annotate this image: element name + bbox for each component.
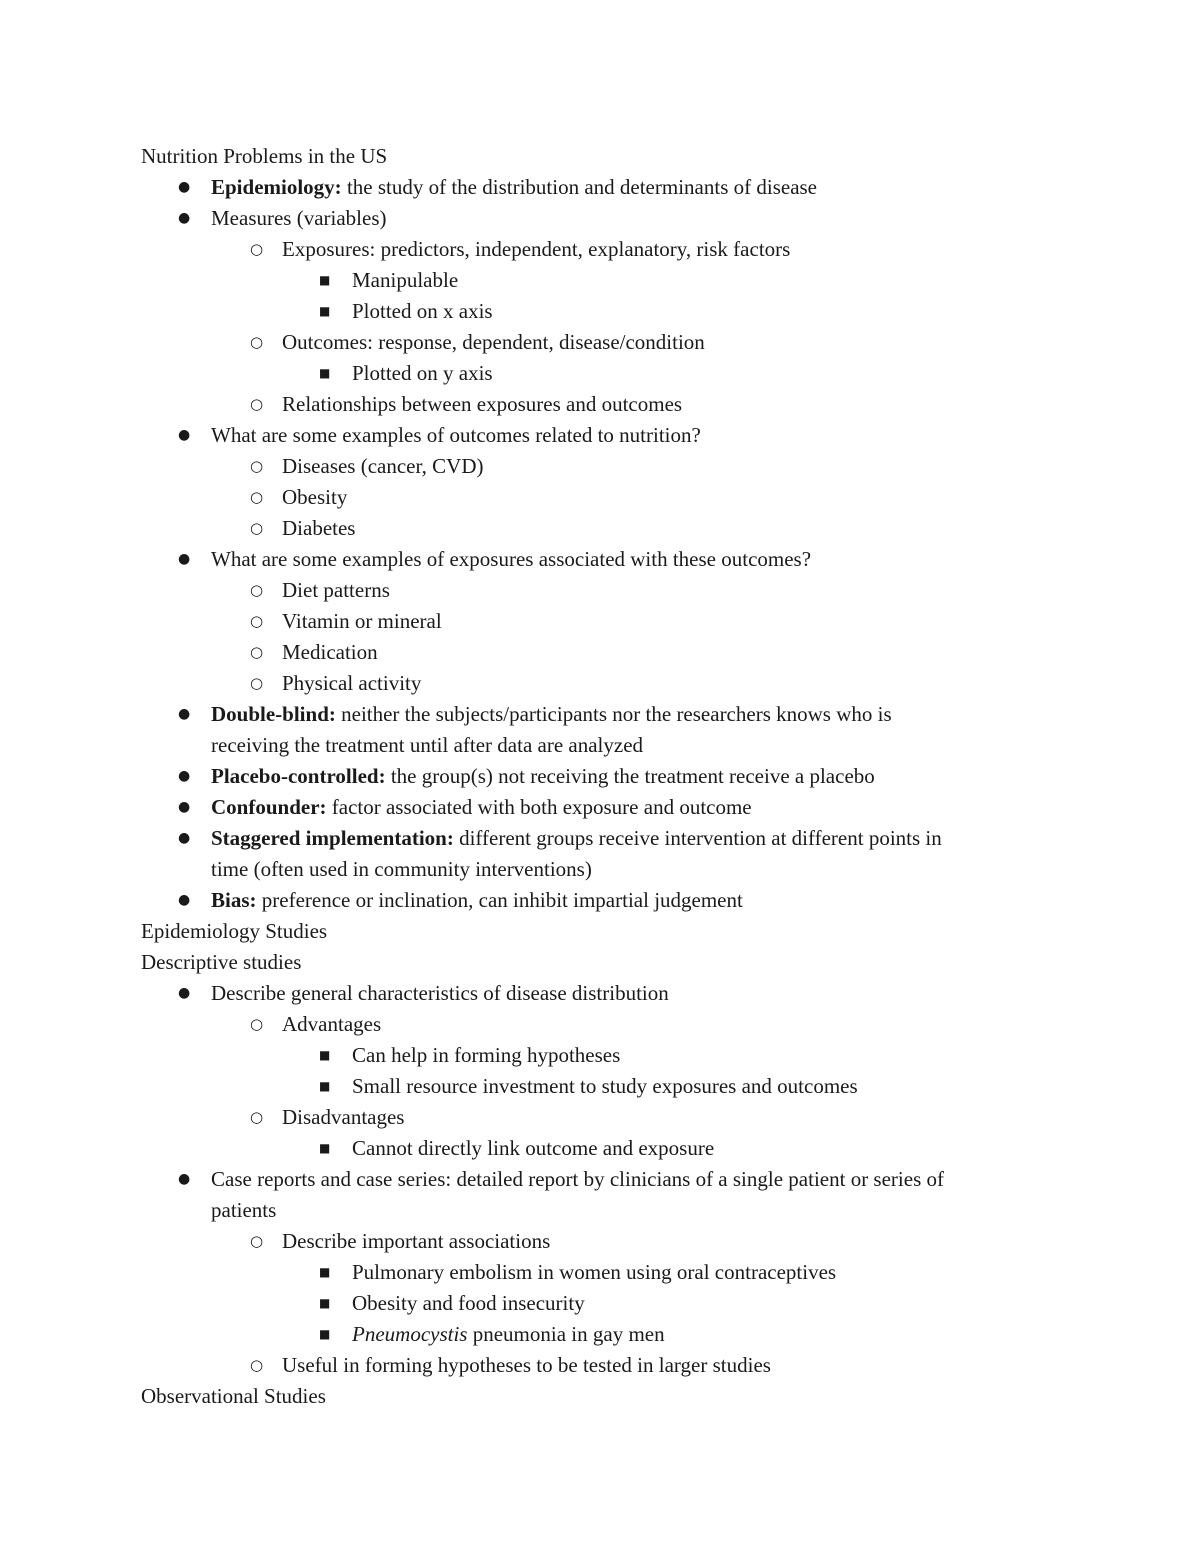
- list-item: [141, 172, 1061, 203]
- list-item: [141, 327, 1061, 358]
- list-item: [141, 761, 1061, 792]
- item-text: Physical activity: [282, 671, 422, 695]
- bullet-circle-icon: ○: [250, 395, 264, 413]
- item-text: What are some examples of exposures associated with these outcomes?: [211, 547, 812, 571]
- list-item: [141, 606, 1061, 637]
- bullet-disc-icon: ●: [178, 799, 191, 815]
- list-item: [141, 265, 1061, 296]
- list-item: [141, 1257, 1061, 1288]
- list-item: [141, 1133, 1061, 1164]
- list-item: [141, 575, 1061, 606]
- section-heading: [141, 916, 1061, 947]
- list-item: [141, 482, 1061, 513]
- item-text: Relationships between exposures and outcomes: [282, 392, 683, 416]
- definition: neither the subjects/participants nor the researchers knows who is: [335, 702, 892, 726]
- item-text: Medication: [282, 640, 378, 664]
- term: Staggered implementation:: [211, 826, 454, 850]
- bullet-circle-icon: ○: [250, 643, 264, 661]
- item-text: Plotted on y axis: [352, 361, 493, 385]
- bullet-circle-icon: ○: [250, 1015, 264, 1033]
- list-item: [141, 792, 1061, 823]
- definition: different groups receive intervention at different points in: [453, 826, 942, 850]
- item-text: Plotted on x axis: [352, 299, 493, 323]
- list-item: [141, 1319, 1061, 1350]
- definition: factor associated with both exposure and outcome: [326, 795, 752, 819]
- item-text: Diet patterns: [282, 578, 390, 602]
- list-item: [141, 544, 1061, 575]
- bullet-disc-icon: ●: [178, 830, 191, 846]
- bullet-circle-icon: ○: [250, 1232, 264, 1250]
- heading-text: Epidemiology Studies: [141, 919, 328, 943]
- term: Confounder:: [211, 795, 327, 819]
- list-item: [141, 885, 1061, 916]
- item-text: Exposures: predictors, independent, explanatory, risk factors: [282, 237, 791, 261]
- bullet-disc-icon: ●: [178, 210, 191, 226]
- bullet-circle-icon: ○: [250, 457, 264, 475]
- bullet-circle-icon: ○: [250, 581, 264, 599]
- item-text: Small resource investment to study exposures and outcomes: [352, 1074, 858, 1098]
- item-text: Useful in forming hypotheses to be tested in larger studies: [282, 1353, 771, 1377]
- item-text: Vitamin or mineral: [282, 609, 442, 633]
- item-text: Obesity and food insecurity: [352, 1291, 585, 1315]
- item-text: Diseases (cancer, CVD): [282, 454, 484, 478]
- list-item: [141, 1164, 1061, 1226]
- bullet-square-icon: ■: [319, 1079, 331, 1093]
- item-text: Measures (variables): [211, 206, 387, 230]
- list-item: [141, 1009, 1061, 1040]
- item-text: Cannot directly link outcome and exposure: [352, 1136, 715, 1160]
- bullet-disc-icon: ●: [178, 892, 191, 908]
- item-text: Obesity: [282, 485, 348, 509]
- term: Placebo-controlled:: [211, 764, 386, 788]
- bullet-square-icon: ■: [319, 1265, 331, 1279]
- item-text: Describe general characteristics of disease distribution: [211, 981, 669, 1005]
- section-heading: [141, 947, 1061, 978]
- heading-text: Nutrition Problems in the US: [141, 144, 388, 168]
- bullet-disc-icon: ●: [178, 427, 191, 443]
- bullet-disc-icon: ●: [178, 706, 191, 722]
- bullet-circle-icon: ○: [250, 333, 264, 351]
- item-text: Can help in forming hypotheses: [352, 1043, 621, 1067]
- list-item: [141, 296, 1061, 327]
- list-item: [141, 668, 1061, 699]
- list-item: [141, 637, 1061, 668]
- section-heading: [141, 141, 1061, 172]
- bullet-square-icon: ■: [319, 1141, 331, 1155]
- list-item: [141, 358, 1061, 389]
- bullet-square-icon: ■: [319, 1048, 331, 1062]
- list-item: [141, 823, 1061, 885]
- list-item: [141, 389, 1061, 420]
- item-text-continued: patients: [211, 1198, 277, 1222]
- bullet-circle-icon: ○: [250, 674, 264, 692]
- definition-continued: time (often used in community interventions): [211, 857, 592, 881]
- list-item: [141, 203, 1061, 234]
- term: Epidemiology:: [211, 175, 342, 199]
- list-item: [141, 1350, 1061, 1381]
- item-text: Describe important associations: [282, 1229, 551, 1253]
- list-item: [141, 1226, 1061, 1257]
- item-text: Diabetes: [282, 516, 356, 540]
- bullet-disc-icon: ●: [178, 1171, 191, 1187]
- bullet-circle-icon: ○: [250, 1356, 264, 1374]
- definition: preference or inclination, can inhibit impartial judgement: [256, 888, 743, 912]
- section-heading: [141, 1381, 1061, 1412]
- bullet-square-icon: ■: [319, 1296, 331, 1310]
- list-item: [141, 1288, 1061, 1319]
- item-text: Pulmonary embolism in women using oral contraceptives: [352, 1260, 837, 1284]
- bullet-disc-icon: ●: [178, 768, 191, 784]
- list-item: [141, 1040, 1061, 1071]
- italic-term: Pneumocystis: [352, 1322, 468, 1346]
- term: Bias:: [211, 888, 257, 912]
- item-text: Case reports and case series: detailed report by clinicians of a single patient or series of: [211, 1167, 944, 1191]
- bullet-disc-icon: ●: [178, 551, 191, 567]
- document-content: [141, 141, 1061, 1412]
- list-item: [141, 451, 1061, 482]
- list-item: [141, 234, 1061, 265]
- bullet-disc-icon: ●: [178, 179, 191, 195]
- list-item: [141, 420, 1061, 451]
- bullet-square-icon: ■: [319, 1327, 331, 1341]
- item-text: pneumonia in gay men: [467, 1322, 665, 1346]
- bullet-disc-icon: ●: [178, 985, 191, 1001]
- list-item: [141, 978, 1061, 1009]
- bullet-square-icon: ■: [319, 366, 331, 380]
- list-item: [141, 513, 1061, 544]
- definition: the study of the distribution and determinants of disease: [341, 175, 818, 199]
- list-item: [141, 1071, 1061, 1102]
- bullet-circle-icon: ○: [250, 612, 264, 630]
- item-text: Manipulable: [352, 268, 459, 292]
- item-text: What are some examples of outcomes related to nutrition?: [211, 423, 701, 447]
- list-item: [141, 699, 1061, 761]
- bullet-circle-icon: ○: [250, 240, 264, 258]
- heading-text: Observational Studies: [141, 1384, 326, 1408]
- item-text: Advantages: [282, 1012, 382, 1036]
- bullet-square-icon: ■: [319, 273, 331, 287]
- heading-text: Descriptive studies: [141, 950, 302, 974]
- list-item: [141, 1102, 1061, 1133]
- bullet-square-icon: ■: [319, 304, 331, 318]
- bullet-circle-icon: ○: [250, 1108, 264, 1126]
- item-text: Disadvantages: [282, 1105, 405, 1129]
- item-text: Outcomes: response, dependent, disease/condition: [282, 330, 705, 354]
- bullet-circle-icon: ○: [250, 488, 264, 506]
- term: Double-blind:: [211, 702, 336, 726]
- definition: the group(s) not receiving the treatment receive a placebo: [385, 764, 875, 788]
- bullet-circle-icon: ○: [250, 519, 264, 537]
- definition-continued: receiving the treatment until after data are analyzed: [211, 733, 644, 757]
